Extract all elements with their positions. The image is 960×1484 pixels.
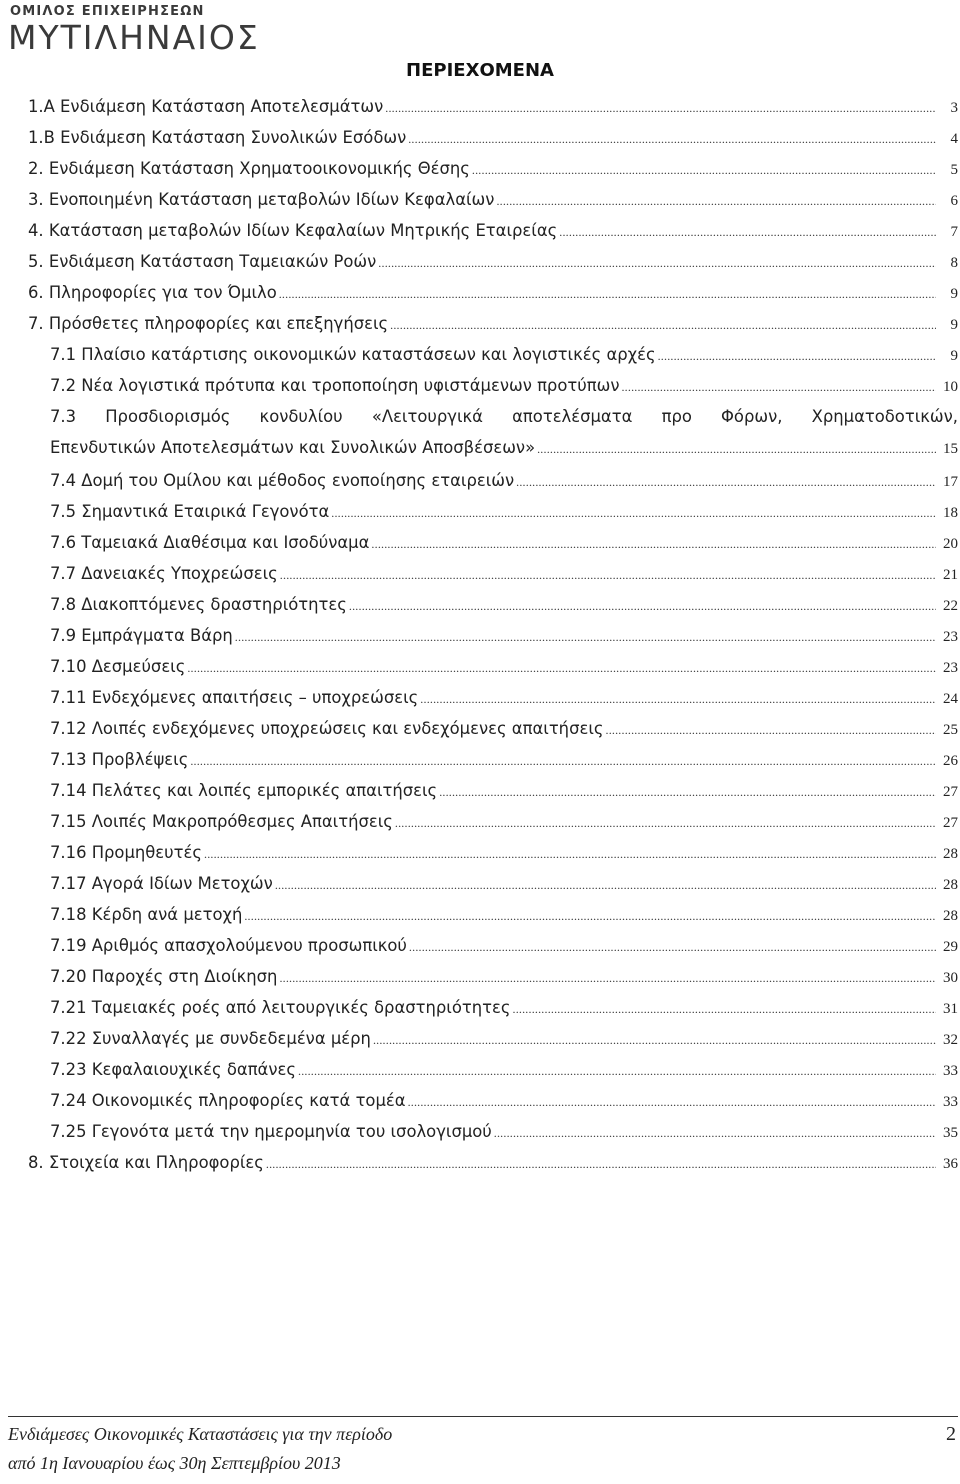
toc-entry[interactable]: 7.15 Λοιπές Μακροπρόθεσμες Απαιτήσεις ..... 27 xyxy=(28,806,958,837)
logo-company-name: ΜΥΤΙΛΗΝΑΙΟΣ xyxy=(8,18,260,57)
toc-entry[interactable]: 7.16 Προμηθευτές ..... 28 xyxy=(28,837,958,868)
toc-page-number: 36 xyxy=(943,1156,958,1172)
toc-entry[interactable]: 7.11 Ενδεχόμενες απαιτήσεις – υποχρεώσεις ..... 24 xyxy=(28,682,958,713)
toc-entry[interactable]: 3. Ενοποιημένη Κατάσταση μεταβολών Ιδίων Κεφαλαίων ..... 6 xyxy=(28,184,958,215)
footer-period: από 1η Ιανουαρίου έως 30η Σεπτεμβρίου 2013 xyxy=(8,1453,341,1473)
toc-page-number: 20 xyxy=(943,536,958,552)
toc-entry[interactable]: 7.6 Ταμειακά Διαθέσιμα και Ισοδύναμα ..... 20 xyxy=(28,527,958,558)
toc-page-number: 28 xyxy=(943,908,958,924)
toc-entry[interactable]: 7.14 Πελάτες και λοιπές εμπορικές απαιτήσεις ..... 27 xyxy=(28,775,958,806)
toc-page-number: 3 xyxy=(950,100,958,116)
table-of-contents xyxy=(28,91,958,1178)
toc-entry[interactable]: 4. Κατάσταση μεταβολών Ιδίων Κεφαλαίων Μητρικής Εταιρείας ..... 7 xyxy=(28,215,958,246)
toc-entry[interactable]: 7.8 Διακοπτόμενες δραστηριότητες ..... 22 xyxy=(28,589,958,620)
toc-entry[interactable]: 1.Β Ενδιάμεση Κατάσταση Συνολικών Εσόδων ..... 4 xyxy=(28,122,958,153)
toc-entry[interactable]: 7.5 Σημαντικά Εταιρικά Γεγονότα ..... 18 xyxy=(28,496,958,527)
toc-entry[interactable]: 7.17 Αγορά Ιδίων Μετοχών ..... 28 xyxy=(28,868,958,899)
toc-page-number: 23 xyxy=(943,629,958,645)
toc-entry[interactable]: 7.4 Δομή του Ομίλου και μέθοδος ενοποίησης εταιρειών ..... 17 xyxy=(28,465,958,496)
toc-page-number: 10 xyxy=(943,379,958,395)
toc-title: ΠΕΡΙΕΧΟΜΕΝΑ xyxy=(406,60,554,81)
toc-page-number: 25 xyxy=(943,722,958,738)
toc-page-number: 9 xyxy=(950,317,958,333)
toc-entry[interactable]: 7.9 Εμπράγματα Βάρη ..... 23 xyxy=(28,620,958,651)
toc-page-number: 8 xyxy=(950,255,958,271)
toc-page-number: 5 xyxy=(950,162,958,178)
toc-page-number: 18 xyxy=(943,505,958,521)
toc-page-number: 30 xyxy=(943,970,958,986)
toc-page-number: 9 xyxy=(950,286,958,302)
toc-page-number: 24 xyxy=(943,691,958,707)
toc-page-number: 28 xyxy=(943,846,958,862)
toc-entry[interactable]: 5. Ενδιάμεση Κατάσταση Ταμειακών Ροών ..... 8 xyxy=(28,246,958,277)
toc-page-number: 35 xyxy=(943,1125,958,1141)
footer-title: Ενδιάμεσες Οικονομικές Καταστάσεις για την περίοδο xyxy=(8,1424,393,1444)
toc-page-number: 32 xyxy=(943,1032,958,1048)
toc-entry[interactable]: 7.13 Προβλέψεις ..... 26 xyxy=(28,744,958,775)
toc-page-number: 27 xyxy=(943,784,958,800)
toc-page-number: 23 xyxy=(943,660,958,676)
toc-entry[interactable]: 7.10 Δεσμεύσεις ..... 23 xyxy=(28,651,958,682)
toc-page-number: 22 xyxy=(943,598,958,614)
toc-page-number: 26 xyxy=(943,753,958,769)
toc-page-number: 28 xyxy=(943,877,958,893)
toc-entry[interactable]: 7.22 Συναλλαγές με συνδεδεμένα μέρη ..... 32 xyxy=(28,1023,958,1054)
page-footer xyxy=(8,1420,958,1478)
toc-page-number: 6 xyxy=(950,193,958,209)
toc-entry[interactable]: 7.18 Κέρδη ανά μετοχή ..... 28 xyxy=(28,899,958,930)
toc-entry[interactable]: 7. Πρόσθετες πληροφορίες και επεξηγήσεις ..... 9 xyxy=(28,308,958,339)
toc-page-number: 4 xyxy=(950,131,958,147)
toc-entry[interactable]: 7.20 Παροχές στη Διοίκηση ..... 30 xyxy=(28,961,958,992)
company-logo xyxy=(8,4,308,57)
toc-page-number: 9 xyxy=(950,348,958,364)
toc-page-number: 31 xyxy=(943,1001,958,1017)
toc-entry[interactable]: 2. Ενδιάμεση Κατάσταση Χρηματοοικονομικής Θέσης ..... 5 xyxy=(28,153,958,184)
toc-entry[interactable]: 7.21 Ταμειακές ροές από λειτουργικές δραστηριότητες ..... 31 xyxy=(28,992,958,1023)
toc-entry[interactable]: 7.2 Νέα λογιστικά πρότυπα και τροποποίηση υφιστάμενων προτύπων ..... 10 xyxy=(28,370,958,401)
toc-entry[interactable]: 7.23 Κεφαλαιουχικές δαπάνες ..... 33 xyxy=(28,1054,958,1085)
toc-entry[interactable]: 7.24 Οικονομικές πληροφορίες κατά τομέα ..... 33 xyxy=(28,1085,958,1116)
toc-page-number: 29 xyxy=(943,939,958,955)
toc-entry[interactable]: 1.Α Ενδιάμεση Κατάσταση Αποτελεσμάτων ..... 3 xyxy=(28,91,958,122)
page-number: 2 xyxy=(946,1423,956,1445)
toc-entry[interactable]: 7.12 Λοιπές ενδεχόμενες υποχρεώσεις και ενδεχόμενες απαιτήσεις ..... 25 xyxy=(28,713,958,744)
toc-page-number: 17 xyxy=(943,474,958,490)
toc-entry[interactable]: 7.7 Δανειακές Υποχρεώσεις ..... 21 xyxy=(28,558,958,589)
toc-page-number: 33 xyxy=(943,1063,958,1079)
toc-page-number: 21 xyxy=(943,567,958,583)
toc-entry[interactable]: 7.19 Αριθμός απασχολούμενου προσωπικού ..... 29 xyxy=(28,930,958,961)
toc-entry[interactable]: 6. Πληροφορίες για τον Όμιλο ..... 9 xyxy=(28,277,958,308)
toc-entry[interactable]: 8. Στοιχεία και Πληροφορίες ..... 36 xyxy=(28,1147,958,1178)
toc-entry[interactable]: 7.3 Προσδιορισμός κονδυλίου «Λειτουργικά αποτελέσματα προ Φόρων, Χρηματοδοτικών, Επενδυτικών Αποτελεσμάτων και Συνολικών Αποσβέσεων» ..... 15 xyxy=(28,401,958,465)
footer-divider xyxy=(8,1416,958,1417)
toc-entry[interactable]: 7.1 Πλαίσιο κατάρτισης οικονομικών καταστάσεων και λογιστικές αρχές ..... 9 xyxy=(28,339,958,370)
logo-group-text: ΟΜΙΛΟΣ ΕΠΙΧΕΙΡΗΣΕΩΝ xyxy=(10,4,205,19)
toc-page-number: 7 xyxy=(950,224,958,240)
toc-entry[interactable]: 7.25 Γεγονότα μετά την ημερομηνία του ισολογισμού ..... 35 xyxy=(28,1116,958,1147)
toc-page-number: 27 xyxy=(943,815,958,831)
toc-page-number: 33 xyxy=(943,1094,958,1110)
toc-page-number: 15 xyxy=(943,441,958,457)
